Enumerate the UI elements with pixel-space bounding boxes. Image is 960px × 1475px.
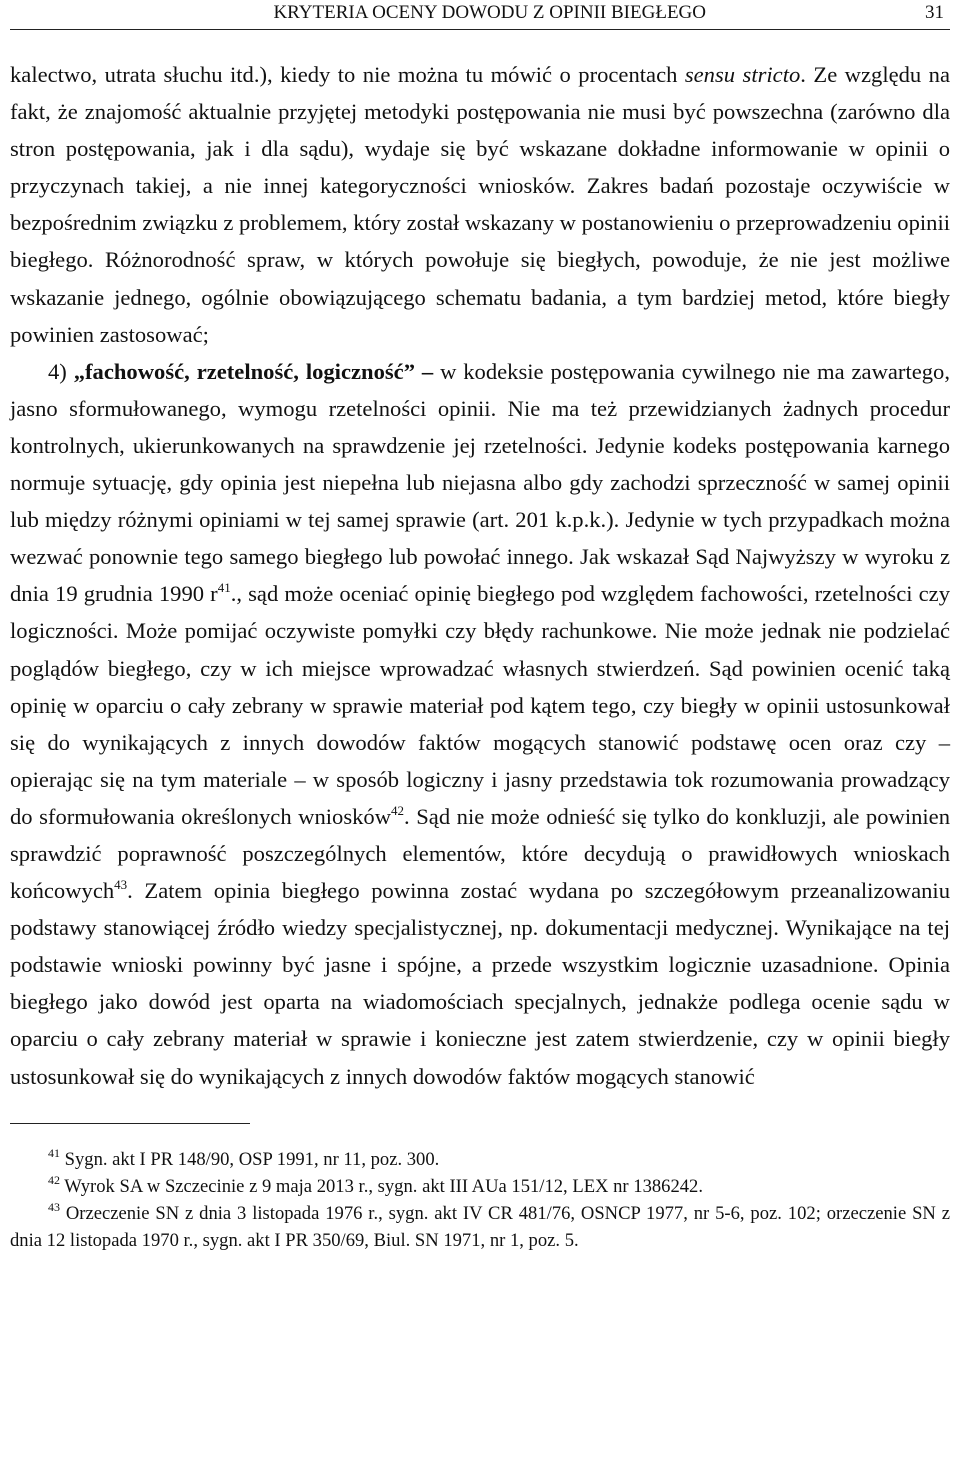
footnotes — [10, 1146, 950, 1254]
footnote-text: Wyrok SA w Szczecinie z 9 maja 2013 r., sygn. akt III AUa 151/12, LEX nr 1386242. — [60, 1175, 703, 1197]
main-text — [10, 30, 950, 1095]
footnote-41 — [10, 1146, 950, 1173]
paragraph-intro-start: kalectwo, utrata słuchu itd.), kiedy to nie można tu mówić o procentach — [10, 62, 685, 87]
page-number: 31 — [925, 2, 944, 23]
footnote-ref-41[interactable]: 41 — [217, 580, 231, 596]
running-header — [10, 0, 950, 30]
list-item-text-2: ., sąd może oceniać opinię biegłego pod względem fachowości, rzetelności czy logiczności. Może pomijać oczywiste pomyłki czy błędy rachunkowe. Nie może jednak nie podzielać poglądów biegłego, czy w ich miejsce wprowadzać własnych stwierdzeń. Sąd powinien ocenić taką opinię w oparciu o cały zebrany w sprawie materiał pod kątem tego, czy biegły w opinii ustosunkował się do wynikających z innych dowodów faktów mogących stanowić podstawę ocen oraz czy – opierając się na tym materiale – w sposób logiczny i jasny przedstawia tok rozumowania prowadzący do sformułowania określonych wniosków — [10, 581, 951, 829]
paragraph-intro — [10, 56, 950, 353]
latin-phrase: sensu stricto — [684, 62, 801, 87]
footnote-ref-43[interactable]: 43 — [114, 877, 128, 893]
footnote-number: 42 — [48, 1172, 60, 1187]
running-header-title: KRYTERIA OCENY DOWODU Z OPINII BIEGŁEGO — [273, 2, 706, 23]
list-item-text-3: . Sąd nie może odnieść się tylko do konkluzji, ale powinien sprawdzić poprawność poszczególnych elementów, które decydują o prawidłowych wnioskach końcowych — [10, 803, 951, 904]
footnote-number: 43 — [48, 1199, 60, 1214]
list-item-text-4: . Zatem opinia biegłego powinna zostać wydana po szczegółowym przeanalizowaniu podstawy stanowiącej źródło wiedzy specjalistycznej, np. dokumentacji medycznej. Wynikające na tej podstawie wnioski powinny być jasne i spójne, a przede wszystkim logicznie uzasadnione. Opinia biegłego jako dowód jest oparta na wiadomościach specjalnych, jednakże podlega ocenie sądu w oparciu o cały zebrany materiał w sprawie i konieczne jest zatem stwierdzenie, czy w opinii biegły ustosunkował się do wynikających z innych dowodów faktów mogących stanowić — [10, 878, 950, 1089]
footnote-number: 41 — [48, 1145, 60, 1160]
footnote-text: Orzeczenie SN z dnia 3 listopada 1976 r., sygn. akt IV CR 481/76, OSNCP 1977, nr 5-6, poz. 102; orzeczenie SN z dnia 12 listopada 1970 r., sygn. akt I PR 350/69, Biul. SN 1971, nr 1, poz. 5. — [10, 1202, 950, 1251]
footnote-separator — [10, 1123, 250, 1124]
list-item-text-1: w kodeksie postępowania cywilnego nie ma zawartego, jasno sformułowanego, wymogu rzetelności opinii. Nie ma też przewidzianych żadnych procedur kontrolnych, ukierunkowanych na sprawdzenie jej rzetelności. Jedynie kodeks postępowania karnego normuje sytuację, gdy opinia jest niepełna lub niejasna albo gdy zachodzi sprzeczność w samej opinii lub między różnymi opiniami w tej samej sprawie (art. 201 k.p.k.). Jedynie w tych przypadkach można wezwać ponownie tego samego biegłego lub powołać innego. Jak wskazał Sąd Najwyższy w wyroku z dnia 19 grudnia 1990 r — [10, 358, 951, 607]
paragraph-intro-rest: . Ze względu na fakt, że znajomość aktualnie przyjętej metodyki postępowania nie musi być powszechna (zarówno dla stron postępowania, jak i dla sądu), wydaje się być wskazane dokładne informowanie w opinii o przyczynach takiej, a nie innej kategoryczności wniosków. Zakres badań pozostaje oczywiście w bezpośrednim związku z problemem, który został wskazany w postanowieniu o przeprowadzeniu opinii biegłego. Różnorodność spraw, w których powołuje się biegłych, powoduje, że nie jest możliwe wskazanie jednego, ogólnie obowiązującego schematu badania, a tym bardziej metod, które biegły powinien zastosować; — [10, 62, 950, 347]
footnote-text: Sygn. akt I PR 148/90, OSP 1991, nr 11, poz. 300. — [60, 1148, 440, 1170]
list-item-heading: „fachowość, rzetelność, logiczność” – — [73, 358, 434, 384]
footnote-ref-42[interactable]: 42 — [391, 802, 405, 818]
list-item-4 — [10, 353, 950, 1095]
list-item-number: 4) — [48, 358, 67, 384]
footnote-42 — [10, 1173, 950, 1200]
footnote-43 — [10, 1200, 950, 1254]
